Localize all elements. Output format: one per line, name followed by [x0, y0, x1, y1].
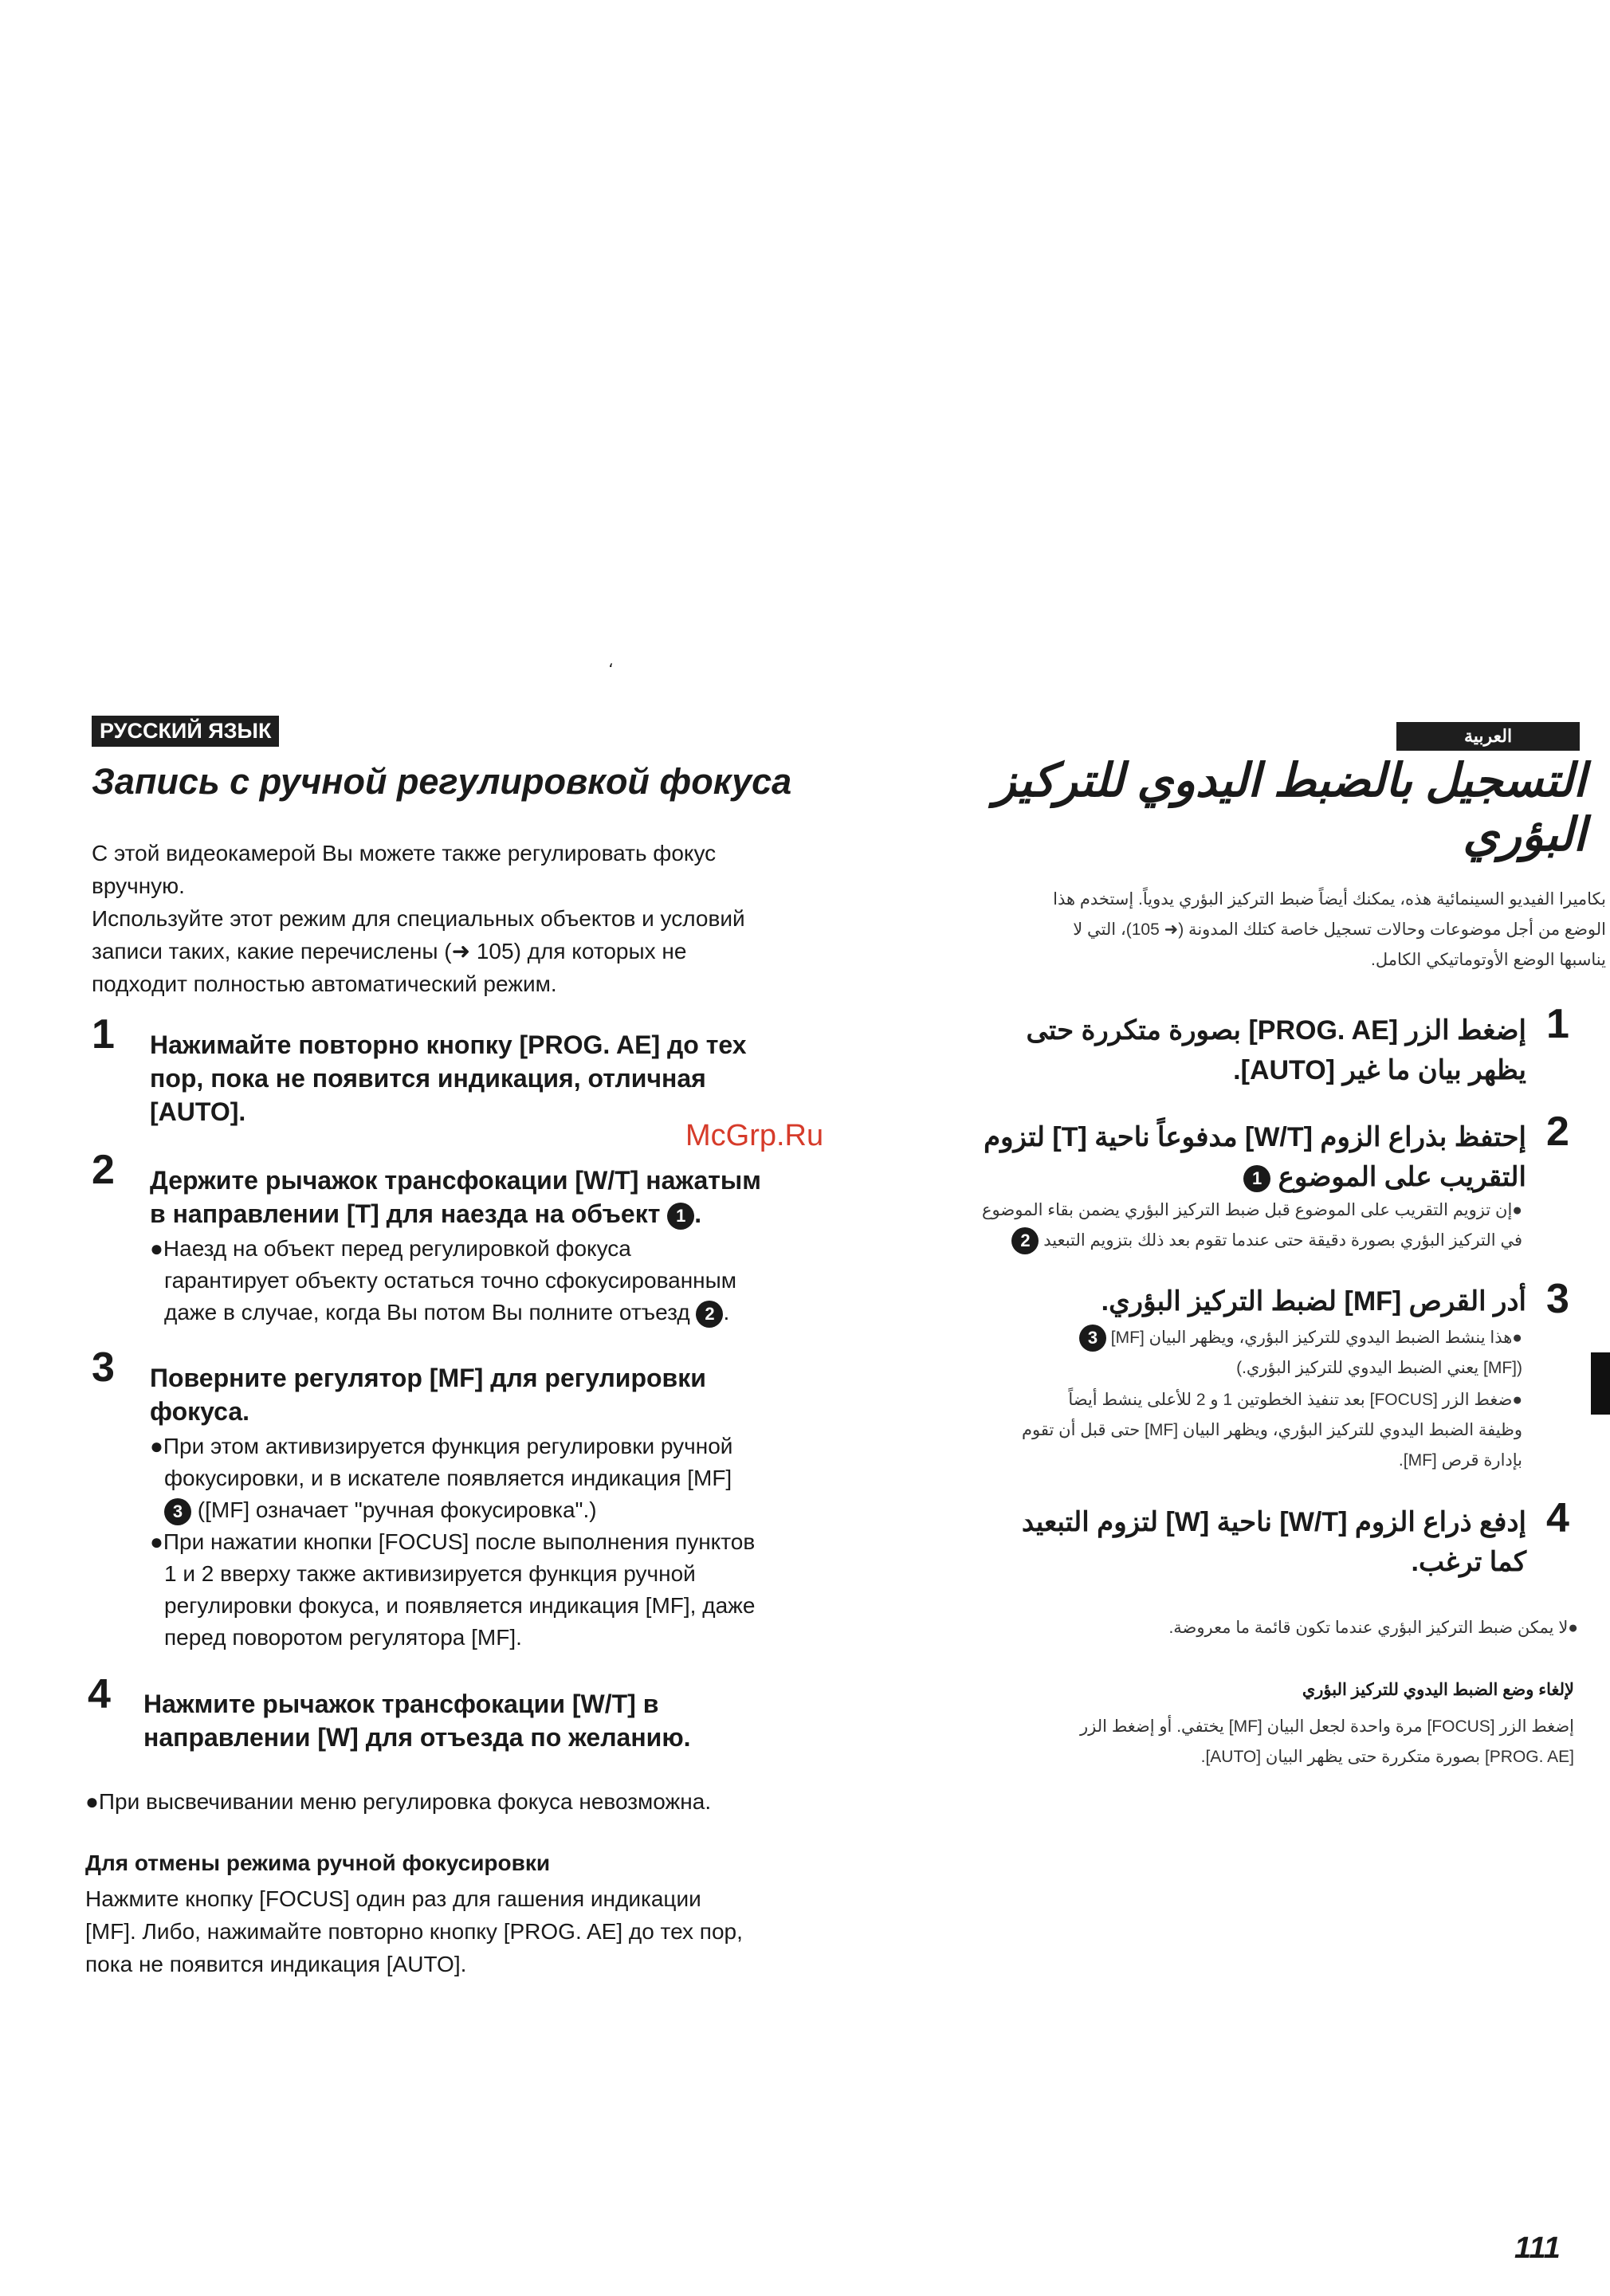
bullet-line: фокусировки, и в искателе появляется индикация [MF]: [164, 1466, 732, 1490]
bullet-line: ●При этом активизируется функция регулировки ручной: [150, 1434, 733, 1458]
intro-line: بكاميرا الفيديو السينمائية هذه، يمكنك أيضاً ضبط التركيز البؤري يدوياً. إستخدم هذا: [1053, 890, 1606, 909]
title-line: التسجيل بالضبط اليدوي للتركيز: [993, 755, 1586, 807]
bullet-line: ●إن تزويم التقريب على الموضوع قبل ضبط التركيز البؤري يضمن بقاء الموضوع: [982, 1201, 1522, 1219]
bullet-text: ([MF] означает "ручная фокусировка".): [197, 1497, 597, 1522]
page-number: 111: [1514, 2231, 1561, 2265]
step-heading: [150, 1164, 867, 1230]
bullet-line: وظيفة الضبط اليدوي للتركيز البؤري، ويظهر البيان [MF] حتى قبل أن تقوم: [1022, 1421, 1522, 1439]
intro-line: записи таких, какие перечислены (➜ 105) для которых не: [92, 939, 687, 964]
step-heading-line: أدر القرص [MF] لضبط التركيز البؤري.: [1101, 1286, 1526, 1317]
intro-line: Используйте этот режим для специальных объектов и условий: [92, 906, 745, 931]
step-number: 3: [92, 1344, 115, 1391]
step-number: 4: [88, 1671, 111, 1717]
step-heading-text: в направлении [T] для наезда на объект: [150, 1199, 661, 1228]
marker-circle: 3: [164, 1498, 191, 1525]
bullet-line: даже в случае, когда Вы потом Вы полните отъезд 2 .: [150, 1297, 867, 1329]
intro-line: С этой видеокамерой Вы можете также регулировать фокус: [92, 841, 717, 865]
bullet-line: 1 и 2 вверху также активизируется функция ручной: [164, 1561, 696, 1586]
bullet-item: [150, 1431, 867, 1526]
step-heading-line: направлении [W] для отъезда по желанию.: [143, 1723, 691, 1752]
step-heading-line: إضغط الزر [PROG. AE] بصورة متكررة حتى: [1026, 1015, 1526, 1046]
bullet-line: بإدارة قرص [MF].: [1398, 1451, 1522, 1470]
step-number: 1: [92, 1011, 115, 1058]
bullet-item: [901, 1323, 1522, 1383]
title-line: البؤري: [1463, 809, 1586, 861]
note-russian: ●При высвечивании меню регулировка фокуса невозможна.: [85, 1789, 712, 1814]
bullet-line: ●Наезд на объект перед регулировкой фокуса: [150, 1236, 631, 1261]
step-heading-line: يظهر بيان ما غير [AUTO].: [1233, 1055, 1526, 1085]
intro-line: подходит полностью автоматический режим.: [92, 971, 557, 996]
page-title-russian: Запись с ручной регулировкой фокуса: [92, 761, 792, 802]
watermark: McGrp.Ru: [685, 1119, 824, 1152]
bullet-item: [150, 1233, 867, 1329]
step-heading-line: [AUTO].: [150, 1097, 246, 1126]
step-heading-line: пор, пока не появится индикация, отличная: [150, 1064, 706, 1093]
cancel-heading-arabic: لإلغاء وضع الضبط اليدوي للتركيز البؤري: [1302, 1681, 1574, 1699]
step-heading: [933, 1502, 1526, 1582]
marker-circle: 1: [1243, 1165, 1270, 1192]
cancel-heading-russian: Для отмены режима ручной фокусировки: [85, 1851, 551, 1875]
step-heading-line: Поверните регулятор [MF] для регулировки: [150, 1364, 706, 1392]
step-heading: [143, 1687, 861, 1754]
step-number: 2: [1546, 1109, 1569, 1155]
step-number: 1: [1546, 1001, 1569, 1047]
step-heading: [150, 1361, 867, 1428]
page-title-arabic: [917, 753, 1586, 861]
marker-circle: 1: [667, 1203, 694, 1230]
step-heading-line: Держите рычажок трансфокации [W/T] нажатым: [150, 1166, 761, 1195]
step-heading-line: إحتفظ بذراع الزوم [W/T] مدفوعاً ناحية [T] لتزوم: [984, 1122, 1526, 1152]
marker-circle: 2: [696, 1301, 723, 1328]
step-number: 2: [92, 1147, 115, 1193]
bullet-text: ●هذا ينشط الضبط اليدوي للتركيز البؤري، ويظهر البيان [MF]: [1110, 1329, 1522, 1347]
step-heading-line: Нажимайте повторно кнопку [PROG. AE] до тех: [150, 1030, 747, 1059]
bullet-text: في التركيز البؤري بصورة دقيقة حتى عندما تقوم بعد ذلك بتزويم التبعيد: [1043, 1231, 1522, 1250]
bullet-line: [901, 1226, 1522, 1256]
cancel-line: пока не появится индикация [AUTO].: [85, 1952, 467, 1976]
step-heading-line: كما ترغب.: [1411, 1547, 1526, 1577]
intro-line: الوضع من أجل موضوعات وحالات تسجيل خاصة كتلك المدونة (➜ 105)، التي لا: [1073, 920, 1606, 939]
step-heading: [933, 1011, 1526, 1090]
cancel-text-arabic: [1036, 1712, 1574, 1772]
bullet-line: ●При нажатии кнопки [FOCUS] после выполнения пунктов: [150, 1529, 756, 1554]
step-heading: [901, 1117, 1526, 1197]
intro-arabic: [952, 885, 1606, 975]
note-arabic: ●لا يمكن ضبط التركيز البؤري عندما تكون قائمة ما معروضة.: [1168, 1619, 1578, 1637]
step-number: 3: [1546, 1276, 1569, 1322]
bullet-item: [901, 1195, 1522, 1256]
bullet-item: [901, 1385, 1522, 1476]
bullet-line: [150, 1494, 867, 1526]
step-number: 4: [1546, 1495, 1569, 1541]
stray-mark: ،: [608, 653, 614, 671]
bullet-line: регулировки фокуса, и появляется индикация [MF], даже: [164, 1593, 756, 1618]
step-heading-line: в направлении [T] для наезда на объект 1 .: [150, 1199, 702, 1228]
bullet-line: перед поворотом регулятора [MF].: [164, 1625, 522, 1650]
bullet-line: ([MF] يعني الضبط اليدوي للتركيز البؤري.): [1236, 1359, 1522, 1377]
bullet-line: ●ضغط الزر [FOCUS] بعد تنفيذ الخطوتين 1 و 2 للأعلى ينشط أيضاً: [1068, 1391, 1522, 1409]
language-tag-arabic: العربية: [1396, 722, 1580, 751]
intro-line: вручную.: [92, 873, 185, 898]
step-heading-line: Нажмите рычажок трансфокации [W/T] в: [143, 1690, 659, 1718]
intro-russian: [92, 837, 865, 1000]
bullet-line: гарантирует объекту остаться точно сфокусированным: [164, 1268, 737, 1293]
marker-circle: 3: [1079, 1325, 1106, 1352]
step-heading: [933, 1281, 1526, 1321]
bullet-text: даже в случае, когда Вы потом Вы полните отъезд: [164, 1300, 690, 1325]
bullet-line: [901, 1323, 1522, 1353]
step-heading: [150, 1028, 867, 1128]
intro-line: يناسبها الوضع الأوتوماتيكي الكامل.: [1371, 951, 1606, 969]
cancel-text-russian: [85, 1882, 866, 1980]
cancel-line: [MF]. Либо, нажимайте повторно кнопку [PROG. AE] до тех пор,: [85, 1919, 743, 1944]
step-heading-line: إدفع ذراع الزوم [W/T] ناحية [W] لتزوم التبعيد: [1021, 1507, 1526, 1537]
section-tab-marker: [1591, 1352, 1610, 1415]
step-heading-line: [901, 1157, 1526, 1197]
language-tag-russian: РУССКИЙ ЯЗЫК: [92, 716, 279, 747]
cancel-line: Нажмите кнопку [FOCUS] один раз для гашения индикации: [85, 1886, 701, 1911]
step-heading-line: фокуса.: [150, 1397, 250, 1426]
marker-circle: 2: [1011, 1227, 1039, 1254]
cancel-line: [PROG. AE] بصورة متكررة حتى يظهر البيان [AUTO].: [1200, 1748, 1574, 1766]
bullet-item: [150, 1526, 867, 1654]
cancel-line: إضغط الزر [FOCUS] مرة واحدة لجعل البيان [MF] يختفي. أو إضغط الزر: [1080, 1717, 1574, 1736]
step-heading-text: التقريب على الموضوع: [1278, 1162, 1526, 1192]
